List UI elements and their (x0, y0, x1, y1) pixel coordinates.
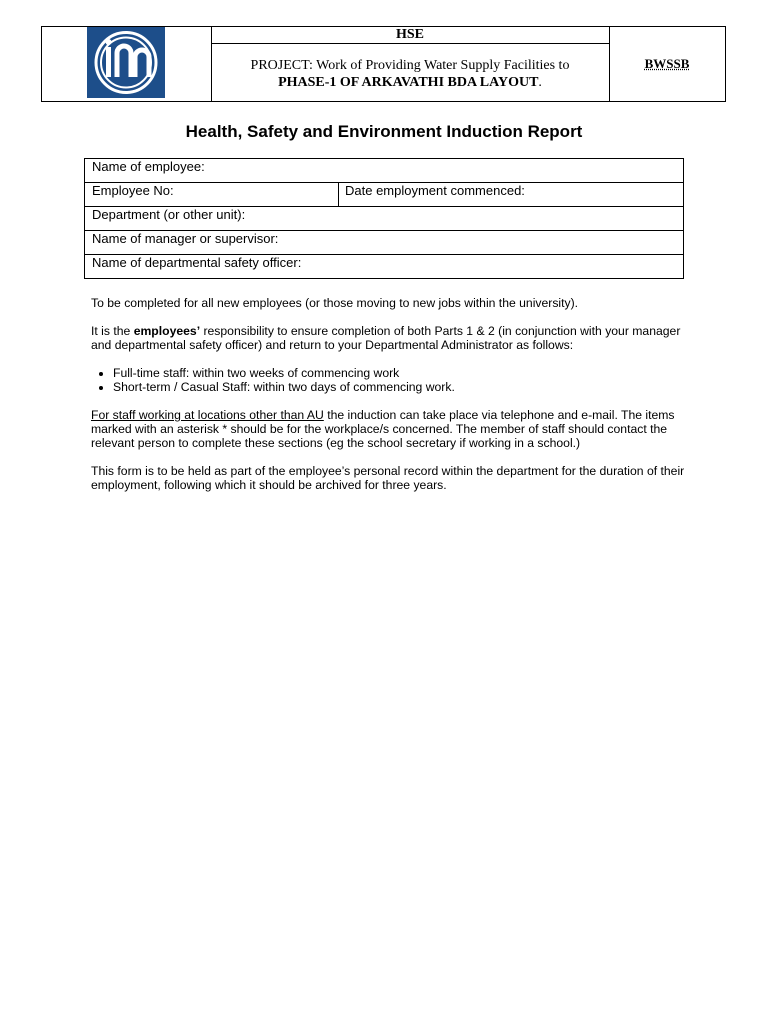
safety-officer-label[interactable]: Name of departmental safety officer: (92, 255, 302, 270)
table-row (85, 207, 683, 231)
responsibility-bold: employees’ (133, 324, 201, 338)
page-title: Health, Safety and Environment Induction Report (185, 122, 583, 141)
responsibility-pre: It is the (91, 324, 134, 338)
project-cell (211, 27, 610, 101)
list-item: • Short-term / Casual Staff: within two days of commencing work. (113, 380, 691, 394)
responsibility-post: responsibility to ensure completion of both Parts 1 & 2 (in conjunction with your manager and departmental safety officer) and return to your Departmental Administrator as follows: (91, 324, 681, 352)
section-label: HSE (211, 27, 609, 44)
document-header (41, 26, 726, 102)
name-of-employee-label[interactable]: Name of employee: (92, 159, 205, 174)
deadline-list (91, 366, 691, 394)
table-row (85, 231, 683, 255)
project-line-2-wrap (211, 74, 609, 91)
project-title (211, 44, 609, 91)
company-logo (87, 27, 165, 98)
logo-cell (42, 27, 212, 101)
table-row (85, 159, 683, 183)
employee-details-table (84, 158, 684, 279)
project-line-2: PHASE-1 OF ARKAVATHI BDA LAYOUT (278, 75, 539, 90)
client-cell (609, 27, 725, 101)
remote-staff-post: the induction can take place via telephone and e-mail. The items marked with an asterisk * should be for the workplace/s concerned. The member of staff should contact the relevant person to complete these sections (eg the school secretary if working in a school.) (91, 408, 675, 450)
project-line-2-suffix: . (538, 75, 542, 90)
instructions (91, 296, 691, 506)
date-commenced-label[interactable]: Date employment commenced: (345, 183, 525, 198)
table-row (85, 255, 683, 278)
remote-staff-underline: For staff working at locations other than AU (91, 408, 324, 422)
intro-paragraph: To be completed for all new employees (or those moving to new jobs within the university). (91, 296, 579, 310)
department-label[interactable]: Department (or other unit): (92, 207, 246, 222)
list-item: • Full-time staff: within two weeks of commencing work (113, 366, 691, 380)
responsibility-paragraph (91, 324, 691, 352)
project-line-1: PROJECT: Work of Providing Water Supply Facilities to (250, 58, 570, 73)
manager-label[interactable]: Name of manager or supervisor: (92, 231, 279, 246)
record-paragraph: This form is to be held as part of the employee’s personal record within the department for the duration of their employment, following which it should be archived for three years. (91, 464, 685, 492)
table-row (85, 183, 683, 207)
remote-staff-paragraph (91, 408, 691, 450)
client-name: BWSSB (644, 56, 690, 71)
employee-no-label[interactable]: Employee No: (85, 183, 339, 206)
